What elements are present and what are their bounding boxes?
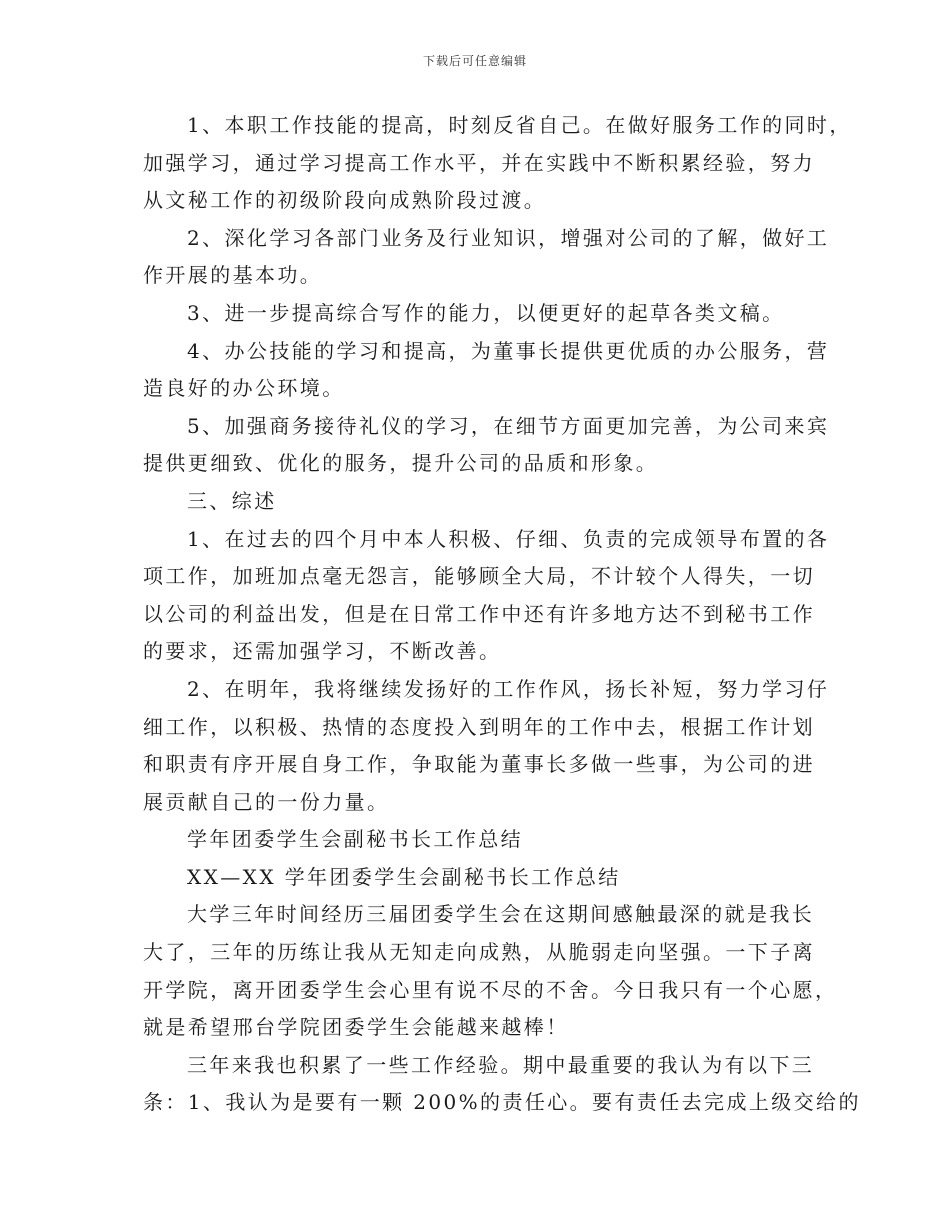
text-line: 三、综述 — [187, 488, 277, 513]
text-line: 2、在明年，我将继续发扬好的工作作风，扬长补短，努力学习仔 — [187, 676, 830, 701]
text-line: XX—XX 学年团委学生会副秘书长工作总结 — [187, 864, 621, 889]
text-line: 1、在过去的四个月中本人积极、仔细、负责的完成领导布置的各 — [187, 526, 830, 551]
text-line: 从文秘工作的初级阶段向成熟阶段过渡。 — [143, 188, 547, 213]
text-line: 加强学习，通过学习提高工作水平，并在实践中不断积累经验，努力 — [143, 150, 815, 175]
text-line: 开学院，离开团委学生会心里有说不尽的不舍。今日我只有一个心愿， — [143, 977, 838, 1002]
text-line: 展贡献自己的一份力量。 — [143, 789, 390, 814]
text-line: 三年来我也积累了一些工作经验。期中最重要的我认为有以下三 — [187, 1052, 815, 1077]
text-line: 的要求，还需加强学习，不断改善。 — [143, 639, 502, 664]
text-line: 1、本职工作技能的提高，时刻反省自己。在做好服务工作的同时， — [187, 113, 852, 137]
text-line: 以公司的利益出发，但是在日常工作中还有许多地方达不到秘书工作 — [143, 601, 815, 626]
text-line: 大了，三年的历练让我从无知走向成熟，从脆弱走向坚强。一下子离 — [143, 940, 815, 965]
text-line: 大学三年时间经历三届团委学生会在这期间感触最深的就是我长 — [187, 902, 815, 927]
text-line: 条：1、我认为是要有一颗 200%的责任心。要有责任去完成上级交给的 — [143, 1090, 861, 1115]
text-line: 提供更细致、优化的服务，提升公司的品质和形象。 — [143, 451, 659, 476]
text-line: 4、办公技能的学习和提高，为董事长提供更优质的办公服务，营 — [187, 338, 830, 363]
text-line: 2、深化学习各部门业务及行业知识，增强对公司的了解，做好工 — [187, 225, 830, 250]
text-line: 和职责有序开展自身工作，争取能为董事长多做一些事，为公司的进 — [143, 752, 815, 777]
text-line: 造良好的办公环境。 — [143, 376, 345, 401]
text-line: 3、进一步提高综合写作的能力，以便更好的起草各类文稿。 — [187, 300, 785, 325]
text-line: 作开展的基本功。 — [143, 263, 323, 288]
text-line: 细工作，以积极、热情的态度投入到明年的工作中去，根据工作计划 — [143, 714, 815, 739]
page-header: 下载后可任意编辑 — [422, 54, 527, 68]
text-line: 项工作，加班加点毫无怨言，能够顾全大局，不计较个人得失，一切 — [143, 564, 815, 589]
text-line: 就是希望邢台学院团委学生会能越来越棒！ — [143, 1015, 569, 1040]
document-body — [143, 107, 861, 1122]
text-line: 5、加强商务接待礼仪的学习，在细节方面更加完善，为公司来宾 — [187, 413, 830, 438]
text-line: 学年团委学生会副秘书长工作总结 — [187, 827, 523, 852]
